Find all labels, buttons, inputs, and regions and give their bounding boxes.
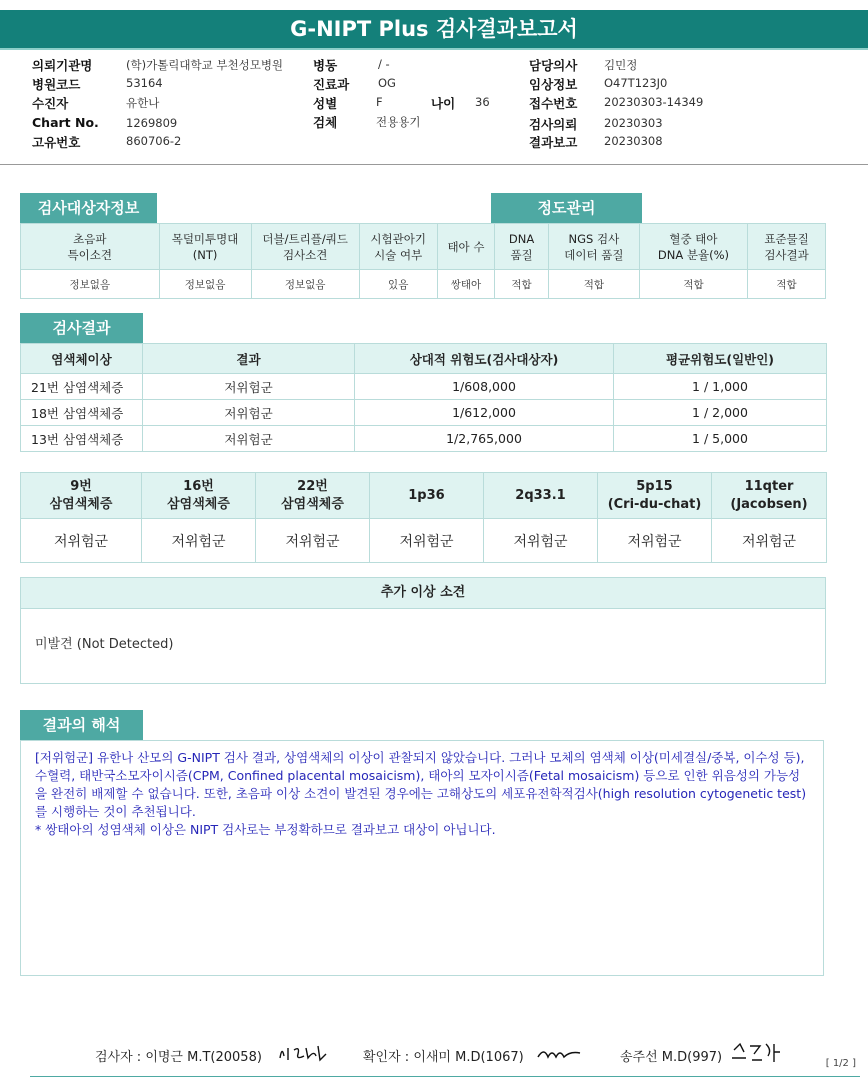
row-chromosome: 21번 삼염색체증 bbox=[21, 374, 143, 400]
table-row bbox=[21, 426, 827, 452]
header-nt: 목덜미투명대 (NT) bbox=[159, 224, 251, 270]
interpretation-box bbox=[20, 740, 824, 976]
subject-info-value-row bbox=[21, 270, 826, 299]
header-trisomy-9: 9번 삼염색체증 bbox=[21, 473, 142, 519]
value-screening: 정보없음 bbox=[251, 270, 359, 299]
results-header-row bbox=[21, 344, 827, 374]
row-average-risk: 1 / 2,000 bbox=[614, 400, 827, 426]
header-trisomy-16: 16번 삼염색체증 bbox=[142, 473, 256, 519]
header-label-department: 진료과 bbox=[313, 77, 350, 92]
header-value-patient: 유한나 bbox=[126, 96, 160, 110]
page-number: [ 1/2 ] bbox=[825, 1058, 856, 1069]
header-ivf: 시험관아기 시술 여부 bbox=[359, 224, 437, 270]
header-value-doctor: 김민정 bbox=[604, 58, 638, 72]
value-dna-quality: 적합 bbox=[495, 270, 549, 299]
value-5p15: 저위험군 bbox=[598, 519, 712, 563]
interpretation-paragraph: [저위험군] 유한나 산모의 G-NIPT 검사 결과, 상염색체의 이상이 관찰되지 않았습니다. 그러나 모체의 염색체 이상(미세결실/중복, 이수성 등), 수혈력, 태반국소모자이시즘(CPM, Confined placental mosaicism), 태아의 모자이시즘(Fetal mosaicism) 등으로 인한 위음성의 가능성을 완전히 배제할 수 없습니다. 또한, 초음파 이상 소견이 발견된 경우에는 고해상도의 세포유전학적검사(high resolution cytogenetic test)를 시행하는 것이 추천됩니다. bbox=[35, 750, 807, 819]
header-value-receipt-no: 20230303-14349 bbox=[604, 95, 704, 109]
header-label-ward: 병동 bbox=[313, 58, 338, 73]
header-5p15: 5p15 (Cri-du-chat) bbox=[598, 473, 712, 519]
third-signature bbox=[730, 1040, 782, 1066]
row-relative-risk: 1/612,000 bbox=[355, 400, 614, 426]
other-results-header-row bbox=[21, 473, 827, 519]
results-table bbox=[20, 343, 827, 452]
row-chromosome: 18번 삼염색체증 bbox=[21, 400, 143, 426]
subject-info-header-row bbox=[21, 224, 826, 270]
confirmer-signature bbox=[536, 1043, 582, 1063]
header-value-report-date: 20230308 bbox=[604, 134, 663, 148]
value-trisomy-22: 저위험군 bbox=[256, 519, 370, 563]
header-value-chart-no: 1269809 bbox=[126, 116, 178, 130]
header-value-department: OG bbox=[378, 76, 396, 90]
row-relative-risk: 1/608,000 bbox=[355, 374, 614, 400]
results-header-average-risk: 평균위험도(일반인) bbox=[614, 344, 827, 374]
footer-divider bbox=[30, 1076, 860, 1077]
row-result: 저위험군 bbox=[143, 426, 355, 452]
value-trisomy-16: 저위험군 bbox=[142, 519, 256, 563]
additional-findings-text: 미발견 (Not Detected) bbox=[35, 637, 174, 652]
results-tab: 검사결과 bbox=[20, 313, 143, 343]
table-row bbox=[21, 374, 827, 400]
header-value-request-date: 20230303 bbox=[604, 116, 663, 130]
row-chromosome: 13번 삼염색체증 bbox=[21, 426, 143, 452]
header-fetus-count: 태아 수 bbox=[437, 224, 495, 270]
header-value-hospital-code: 53164 bbox=[126, 76, 163, 90]
examiner-signature bbox=[276, 1040, 330, 1066]
value-ivf: 있음 bbox=[359, 270, 437, 299]
results-header-chromosome: 염색체이상 bbox=[21, 344, 143, 374]
results-header-result: 결과 bbox=[143, 344, 355, 374]
value-1p36: 저위험군 bbox=[370, 519, 484, 563]
row-relative-risk: 1/2,765,000 bbox=[355, 426, 614, 452]
header-label-report-date: 결과보고 bbox=[529, 135, 578, 150]
header-value-ward: / - bbox=[378, 57, 390, 71]
value-ngs-quality: 적합 bbox=[548, 270, 639, 299]
value-2q33: 저위험군 bbox=[484, 519, 598, 563]
header-dna-quality: DNA 품질 bbox=[495, 224, 549, 270]
header-ngs-quality: NGS 검사 데이터 품질 bbox=[548, 224, 639, 270]
row-average-risk: 1 / 1,000 bbox=[614, 374, 827, 400]
header-reference-result: 표준물질 검사결과 bbox=[748, 224, 826, 270]
value-reference-result: 적합 bbox=[748, 270, 826, 299]
header-label-clinical-info: 임상정보 bbox=[529, 77, 578, 92]
row-result: 저위험군 bbox=[143, 400, 355, 426]
report-title: G-NIPT Plus 검사결과보고서 bbox=[0, 10, 868, 50]
header-label-chart-no: Chart No. bbox=[32, 115, 99, 130]
header-2q33: 2q33.1 bbox=[484, 473, 598, 519]
header-value-institution: (학)가톨릭대학교 부천성모병원 bbox=[126, 58, 284, 72]
header-label-institution: 의뢰기관명 bbox=[32, 58, 93, 73]
row-result: 저위험군 bbox=[143, 374, 355, 400]
header-11qter: 11qter (Jacobsen) bbox=[712, 473, 827, 519]
subject-info-tab: 검사대상자정보 bbox=[20, 193, 157, 223]
header-label-sex: 성별 bbox=[313, 96, 338, 111]
header-label-specimen: 검체 bbox=[313, 115, 338, 130]
header-value-clinical-info: O47T123J0 bbox=[604, 76, 668, 90]
footer-third: 송주선 M.D(997) bbox=[620, 1050, 723, 1065]
header-label-age: 나이 bbox=[431, 96, 456, 111]
header-trisomy-22: 22번 삼염색체증 bbox=[256, 473, 370, 519]
interpretation-note: * 쌍태아의 성염색체 이상은 NIPT 검사로는 부정확하므로 결과보고 대상이 아닙니다. bbox=[35, 822, 496, 837]
header-value-unique-no: 860706-2 bbox=[126, 134, 182, 148]
value-fetal-fraction: 적합 bbox=[639, 270, 747, 299]
additional-findings-box bbox=[20, 577, 826, 684]
header-1p36: 1p36 bbox=[370, 473, 484, 519]
header-value-sex: F bbox=[376, 95, 383, 109]
value-11qter: 저위험군 bbox=[712, 519, 827, 563]
value-trisomy-9: 저위험군 bbox=[21, 519, 142, 563]
value-fetus-count: 쌍태아 bbox=[437, 270, 495, 299]
subject-info-table bbox=[20, 223, 826, 299]
header-label-patient: 수진자 bbox=[32, 96, 69, 111]
qc-tab: 정도관리 bbox=[491, 193, 642, 223]
row-average-risk: 1 / 5,000 bbox=[614, 426, 827, 452]
value-nt: 정보없음 bbox=[159, 270, 251, 299]
interpretation-tab: 결과의 해석 bbox=[20, 710, 143, 740]
results-header-relative-risk: 상대적 위험도(검사대상자) bbox=[355, 344, 614, 374]
other-results-value-row bbox=[21, 519, 827, 563]
header-label-receipt-no: 접수번호 bbox=[529, 96, 578, 111]
value-ultrasound: 정보없음 bbox=[21, 270, 160, 299]
header-screening: 더블/트리플/쿼드 검사소견 bbox=[251, 224, 359, 270]
header-value-specimen: 전용용기 bbox=[376, 115, 421, 129]
footer-examiner: 검사자 : 이명근 M.T(20058) bbox=[95, 1050, 262, 1065]
header-label-unique-no: 고유번호 bbox=[32, 135, 81, 150]
header-label-hospital-code: 병원코드 bbox=[32, 77, 81, 92]
header-fetal-fraction: 혈중 태아 DNA 분율(%) bbox=[639, 224, 747, 270]
footer-confirmer: 확인자 : 이새미 M.D(1067) bbox=[363, 1050, 524, 1065]
header-value-age: 36 bbox=[475, 95, 490, 109]
header-label-request-date: 검사의뢰 bbox=[529, 117, 578, 132]
header-ultrasound: 초음파 특이소견 bbox=[21, 224, 160, 270]
table-row bbox=[21, 400, 827, 426]
report-header bbox=[0, 52, 868, 165]
header-label-doctor: 담당의사 bbox=[529, 58, 578, 73]
additional-findings-title: 추가 이상 소견 bbox=[21, 578, 825, 609]
other-results-table bbox=[20, 472, 827, 563]
